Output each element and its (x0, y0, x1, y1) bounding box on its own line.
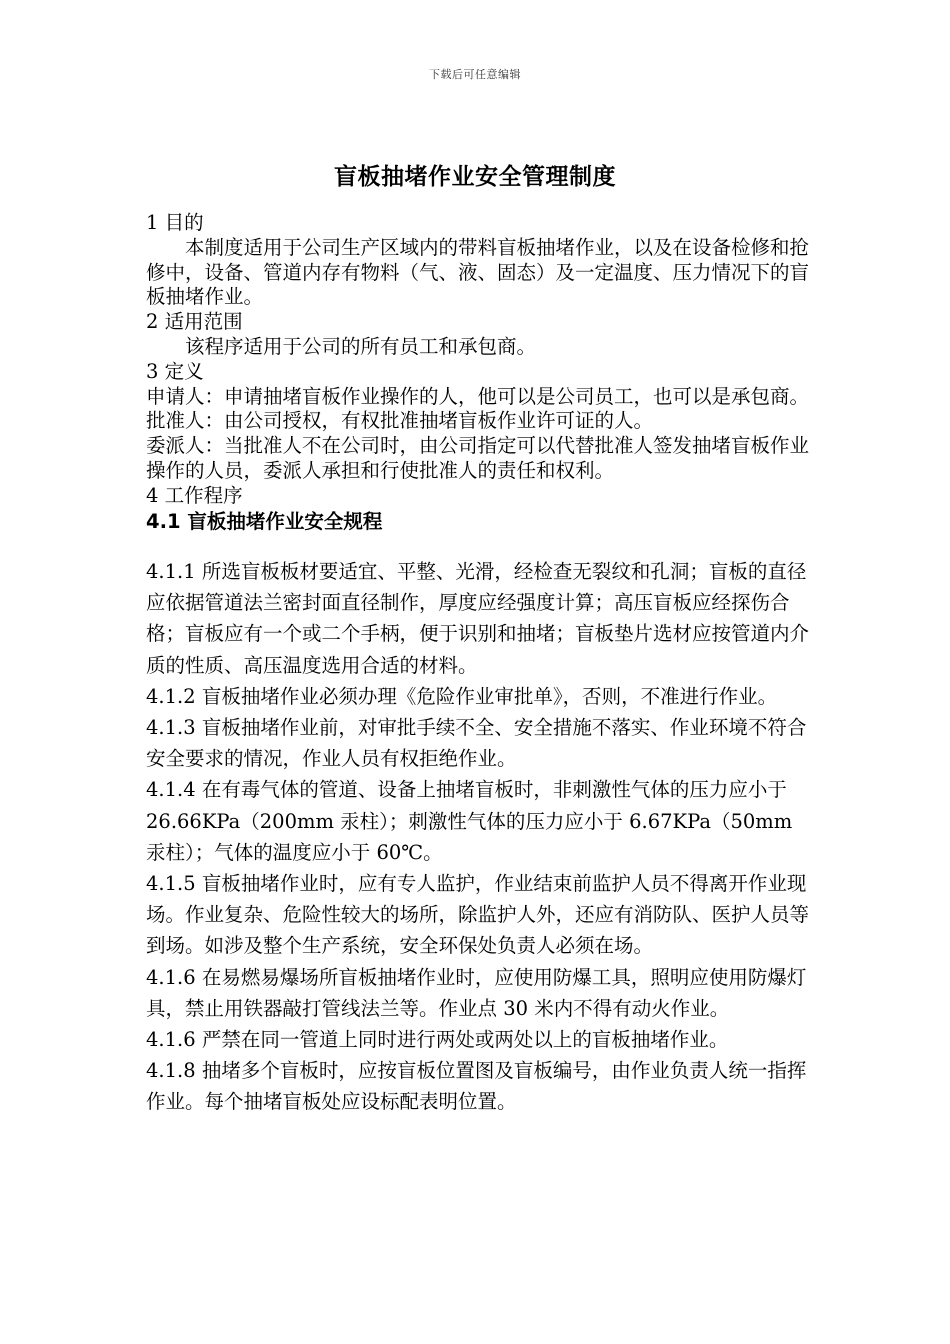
section-3-heading: 3 定义 (146, 359, 204, 383)
section-4-heading: 4 工作程序 (146, 483, 243, 507)
intro-sections (146, 211, 814, 535)
definition-approver: 批准人：由公司授权，有权批准抽堵盲板作业许可证的人。 (146, 409, 654, 433)
definition-delegate: 委派人：当批准人不在公司时，由公司指定可以代替批准人签发抽堵盲板作业操作的人员，委派人承担和行使批准人的责任和权利。 (146, 434, 810, 482)
section-1-heading: 1 目的 (146, 211, 204, 234)
section-4-1-heading: 4.1 盲板抽堵作业安全规程 (146, 509, 383, 533)
definition-applicant: 申请人：申请抽堵盲板作业操作的人，他可以是公司员工，也可以是承包商。 (146, 384, 810, 408)
clause-4-1-1: 4.1.1 所选盲板板材要适宜、平整、光滑，经检查无裂纹和孔洞；盲板的直径应依据管道法兰密封面直径制作，厚度应经强度计算；高压盲板应经探伤合格；盲板应有一个或二个手柄，便于识别和抽堵；盲板垫片选材应按管道内介质的性质、高压温度选用合适的材料。 (146, 560, 810, 677)
clause-4-1-6-b: 4.1.6 严禁在同一管道上同时进行两处或两处以上的盲板抽堵作业。 (146, 1028, 729, 1052)
clause-4-1-6-a: 4.1.6 在易燃易爆场所盲板抽堵作业时，应使用防爆工具，照明应使用防爆灯具，禁止用铁器敲打管线法兰等。作业点 30 米内不得有动火作业。 (146, 965, 807, 1020)
clause-4-1-3: 4.1.3 盲板抽堵作业前，对审批手续不全、安全措施不落实、作业环境不符合安全要求的情况，作业人员有权拒绝作业。 (146, 716, 807, 771)
section-2-heading: 2 适用范围 (146, 310, 243, 334)
safety-clauses (146, 556, 814, 1118)
section-1-text: 本制度适用于公司生产区域内的带料盲板抽堵作业，以及在设备检修和抢修中，设备、管道内存有物料（气、液、固态）及一定温度、压力情况下的盲板抽堵作业。 (146, 235, 810, 309)
section-2-text: 该程序适用于公司的所有员工和承包商。 (185, 334, 537, 358)
page-title: 盲板抽堵作业安全管理制度 (334, 164, 616, 190)
clause-4-1-8: 4.1.8 抽堵多个盲板时，应按盲板位置图及盲板编号，由作业负责人统一指挥作业。每个抽堵盲板处应设标配表明位置。 (146, 1059, 807, 1114)
clause-4-1-4: 4.1.4 在有毒气体的管道、设备上抽堵盲板时，非刺激性气体的压力应小于 26.66KPa（200mm 汞柱）；刺激性气体的压力应小于 6.67KPa（50mm 汞柱）；气体的温度应小于 60℃。 (146, 778, 793, 864)
clause-4-1-2: 4.1.2 盲板抽堵作业必须办理《危险作业审批单》，否则，不准进行作业。 (146, 684, 778, 708)
header-note: 下载后可任意编辑 (429, 68, 521, 81)
clause-4-1-5: 4.1.5 盲板抽堵作业时，应有专人监护，作业结束前监护人员不得离开作业现场。作业复杂、危险性较大的场所，除监护人外，还应有消防队、医护人员等到场。如涉及整个生产系统，安全环保处负责人必须在场。 (146, 872, 810, 958)
